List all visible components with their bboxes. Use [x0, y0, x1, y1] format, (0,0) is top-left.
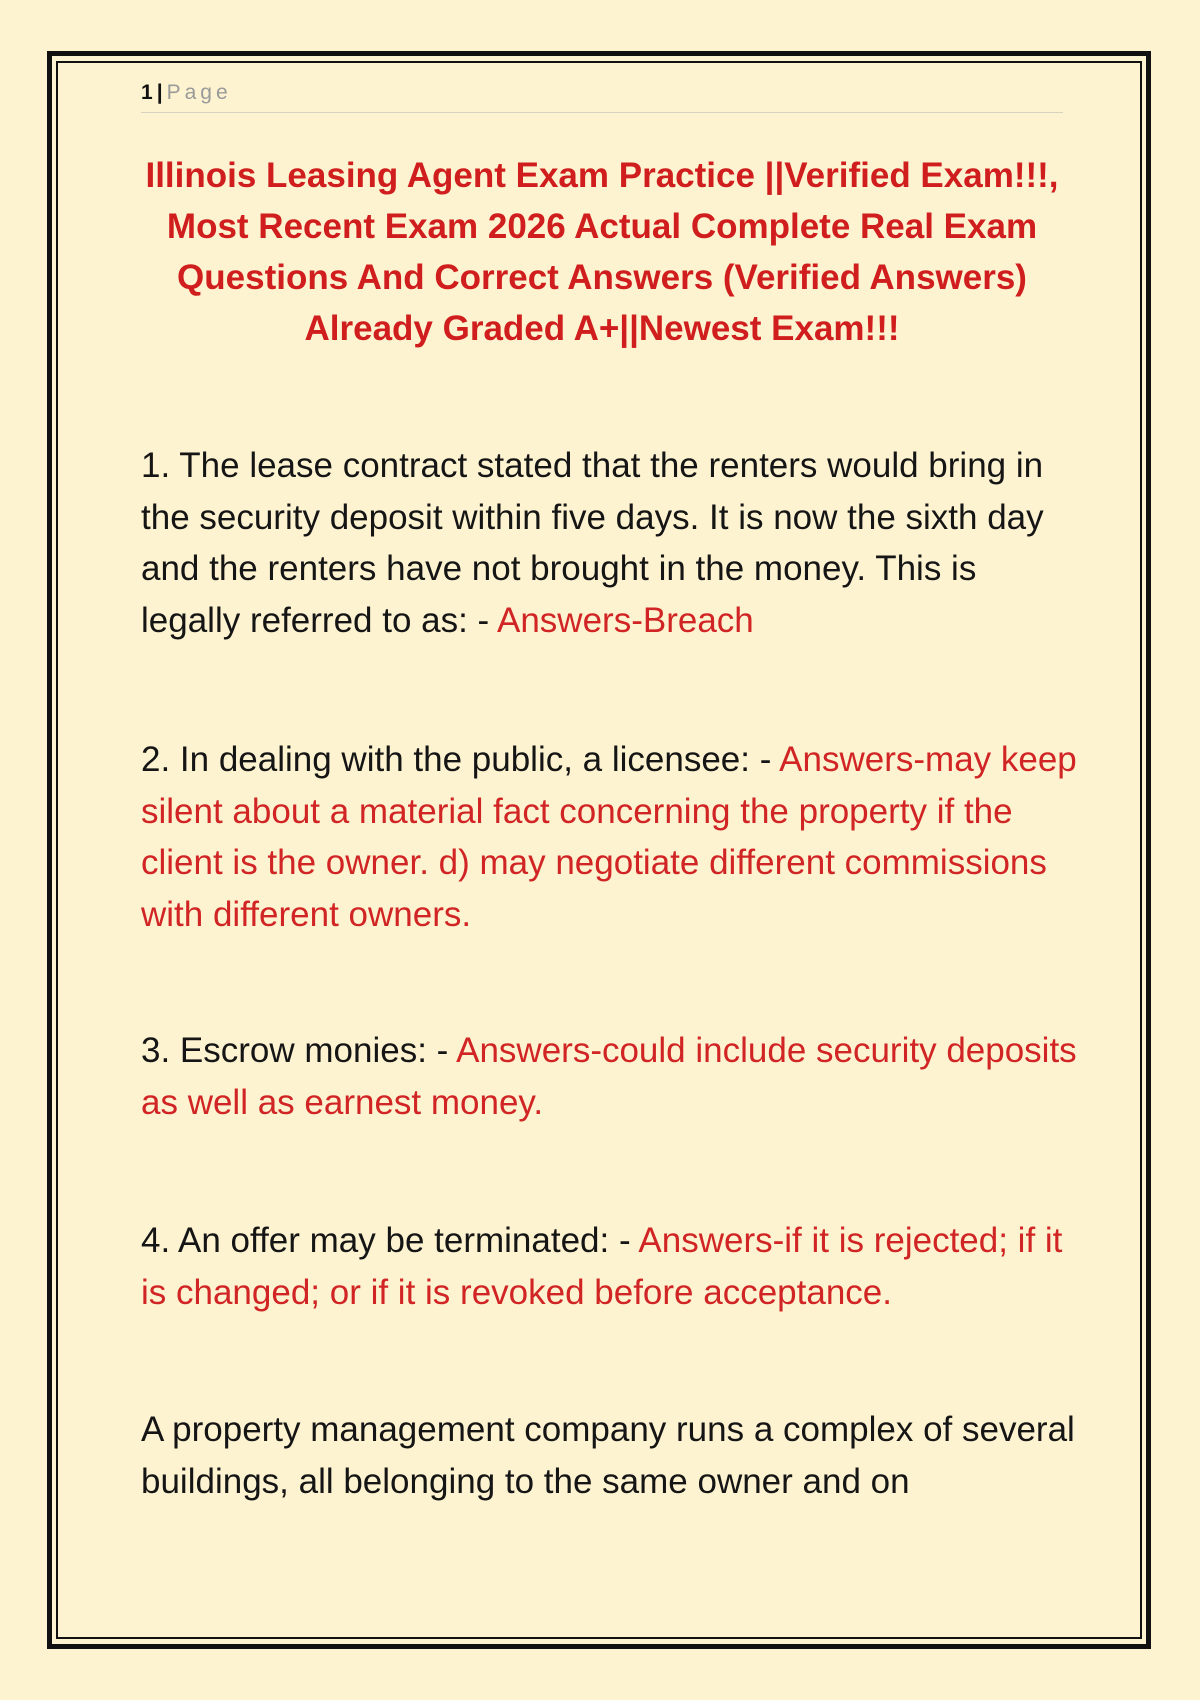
document-title: Illinois Leasing Agent Exam Practice ||Verified Exam!!!, Most Recent Exam 2026 Actual Complete Real Exam Questions And Correct Answers (Verified Answers) Already Graded A+||Newest Exam!!! [145, 156, 1059, 348]
page-header [141, 80, 1063, 113]
question-2-text: 2. In dealing with the public, a licensee: - [141, 740, 780, 779]
question-4-answer: Answers-if it is rejected; if it is changed; or if it is revoked before acceptance. [141, 1221, 1063, 1312]
question-3-text: 3. Escrow monies: - [141, 1031, 457, 1070]
question-3 [141, 1025, 1081, 1128]
question-1-text: 1. The lease contract stated that the renters would bring in the security deposit within five days. It is now the sixth day and the renters have not brought in the money. This is legally referred to as: - [141, 446, 1044, 640]
question-4 [141, 1215, 1081, 1318]
question-1 [141, 440, 1081, 646]
question-2-answer: Answers-may keep silent about a material fact concerning the property if the client is the owner. d) may negotiate different commissions with different owners. [141, 740, 1077, 934]
page-header-separator: | [156, 81, 163, 104]
page-number: 1 [141, 81, 153, 104]
page-label: Page [166, 81, 232, 104]
question-2 [141, 734, 1081, 940]
question-3-answer: Answers-could include security deposits as well as earnest money. [141, 1031, 1077, 1122]
trailing-paragraph: A property management company runs a complex of several buildings, all belonging to the same owner and on [141, 1410, 1075, 1501]
question-4-text: 4. An offer may be terminated: - [141, 1221, 639, 1260]
question-1-answer: Answers-Breach [497, 600, 754, 640]
